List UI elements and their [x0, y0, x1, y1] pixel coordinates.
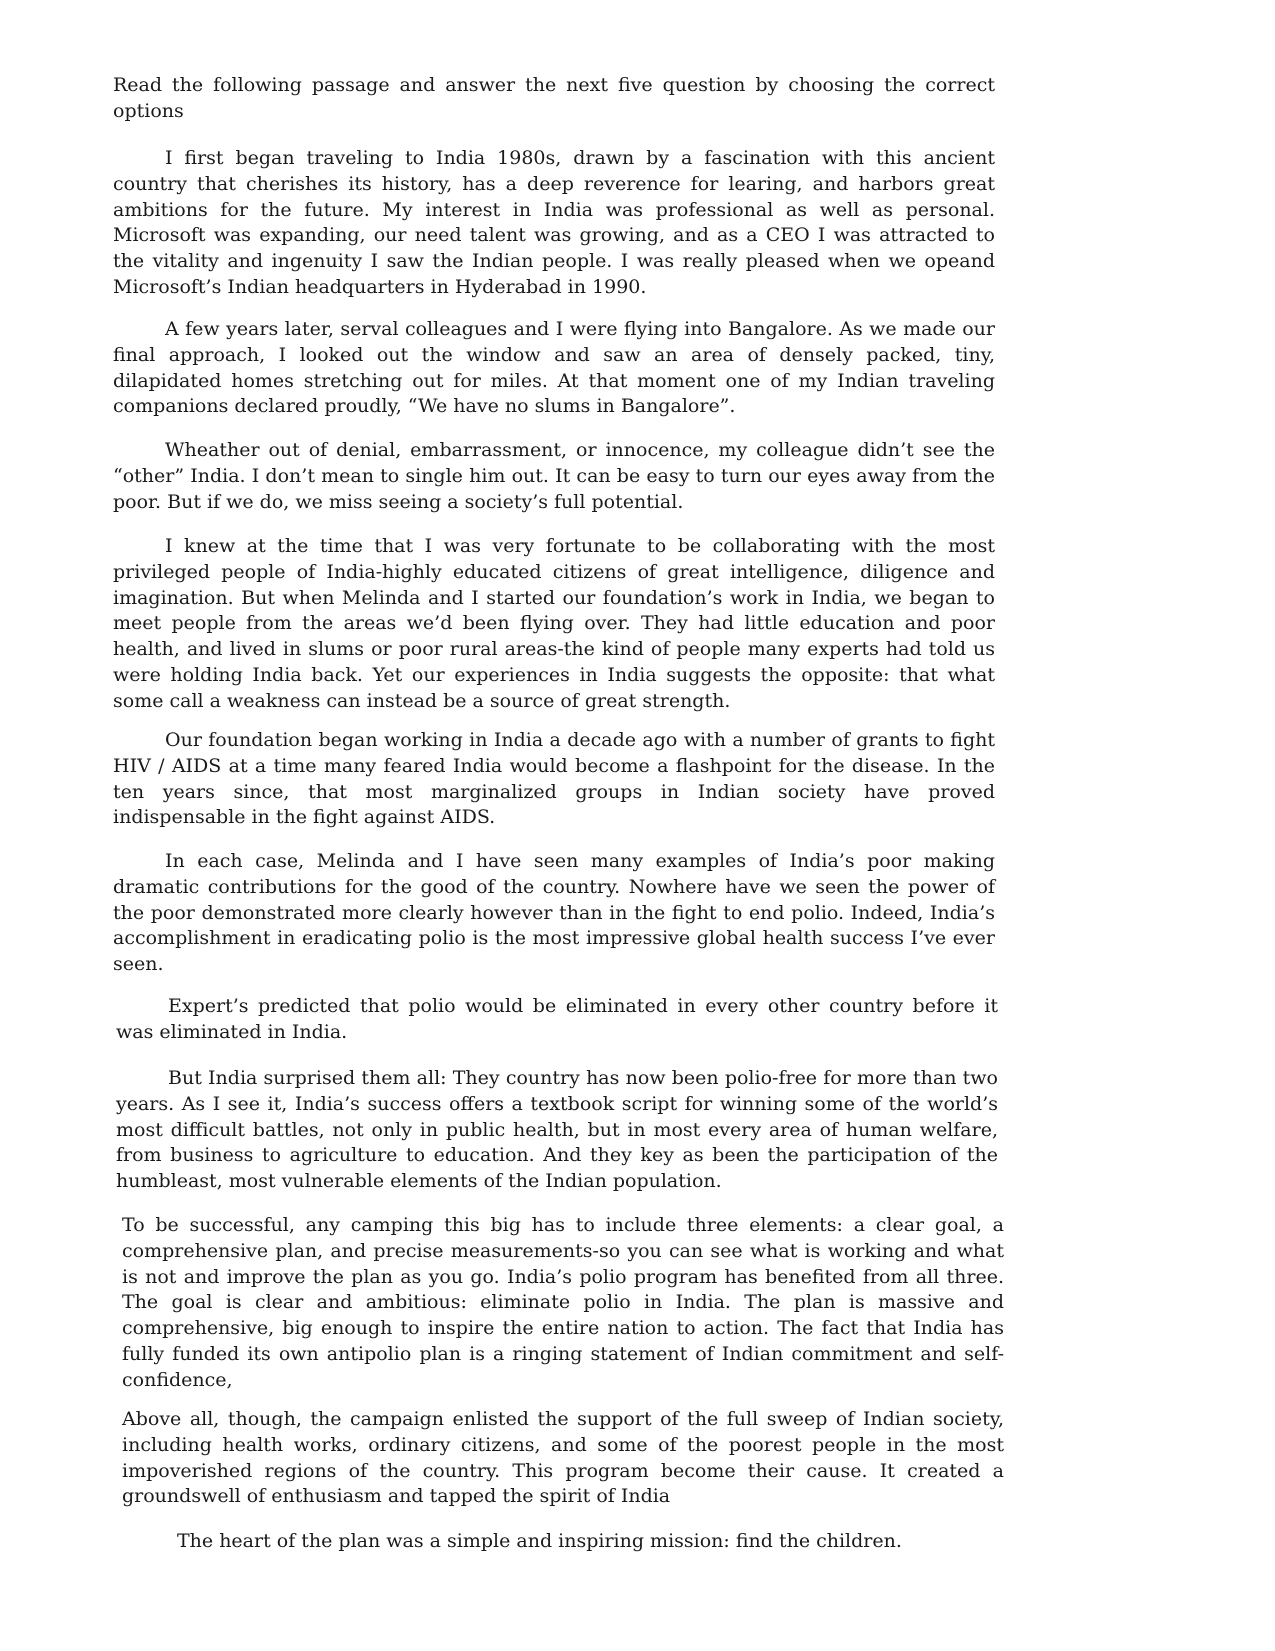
paragraph-10: Above all, though, the campaign enlisted the support of the full sweep of Indian society, including health works, ordinary citizens, and some of the poorest people in the most impoverished regions of the country. This program become their cause. It created a groundswell of enthusiasm and tapped the spirit of India [122, 1408, 1004, 1508]
paragraph-7: Expert’s predicted that polio would be eliminated in every other country before it was eliminated in India. [116, 995, 998, 1043]
paragraph-1: I first began traveling to India 1980s, drawn by a fascination with this ancient country that cherishes its history, has a deep reverence for learing, and harbors great ambitions for the future. My interest in India was professional as well as personal. Microsoft was expanding, our need talent was growing, and as a CEO I was attracted to the vitality and ingenuity I saw the Indian people. I was really pleased when we opeand Microsoft’s Indian headquarters in Hyderabad in 1990. [113, 147, 995, 298]
paragraph-8: But India surprised them all: They country has now been polio-free for more than two years. As I see it, India’s success offers a textbook script for winning some of the world’s most difficult battles, not only in public health, but in most every area of human welfare, from business to agriculture to education. And they key as been the participation of the humbleast, most vulnerable elements of the Indian population. [116, 1067, 998, 1193]
paragraph-4: I knew at the time that I was very fortunate to be collaborating with the most privileged people of India-highly educated citizens of great intelligence, diligence and imagination. But when Melinda and I started our foundation’s work in India, we began to meet people from the areas we’d been flying over. They had little education and poor health, and lived in slums or poor rural areas-the kind of people many experts had told us were holding India back. Yet our experiences in India suggests the opposite: that what some call a weakness can instead be a source of great strength. [113, 535, 995, 712]
paragraph-6: In each case, Melinda and I have seen many examples of India’s poor making dramatic contributions for the good of the country. Nowhere have we seen the power of the poor demonstrated more clearly however than in the fight to end polio. Indeed, India’s accomplishment in eradicating polio is the most impressive global health success I’ve ever seen. [113, 850, 995, 976]
paragraph-2: A few years later, serval colleagues and I were flying into Bangalore. As we made our final approach, I looked out the window and saw an area of densely packed, tiny, dilapidated homes stretching out for miles. At that moment one of my Indian traveling companions declared proudly, “We have no slums in Bangalore”. [113, 318, 995, 418]
paragraph-9: To be successful, any camping this big has to include three elements: a clear goal, a comprehensive plan, and precise measurements-so you can see what is working and what is not and improve the plan as you go. India’s polio program has benefited from all three. The goal is clear and ambitious: eliminate polio in India. The plan is massive and comprehensive, big enough to inspire the entire nation to action. The fact that India has fully funded its own antipolio plan is a ringing statement of Indian commitment and self-confidence, [122, 1214, 1004, 1391]
instruction-text: Read the following passage and answer the next five question by choosing the correct options [113, 74, 995, 122]
paragraph-3: Wheather out of denial, embarrassment, or innocence, my colleague didn’t see the “other” India. I don’t mean to single him out. It can be easy to turn our eyes away from the poor. But if we do, we miss seeing a society’s full potential. [113, 439, 995, 513]
paragraph-5: Our foundation began working in India a decade ago with a number of grants to fight HIV / AIDS at a time many feared India would become a flashpoint for the disease. In the ten years since, that most marginalized groups in Indian society have proved indispensable in the fight against AIDS. [113, 729, 995, 829]
paragraph-11: The heart of the plan was a simple and inspiring mission: find the children. [177, 1530, 902, 1552]
